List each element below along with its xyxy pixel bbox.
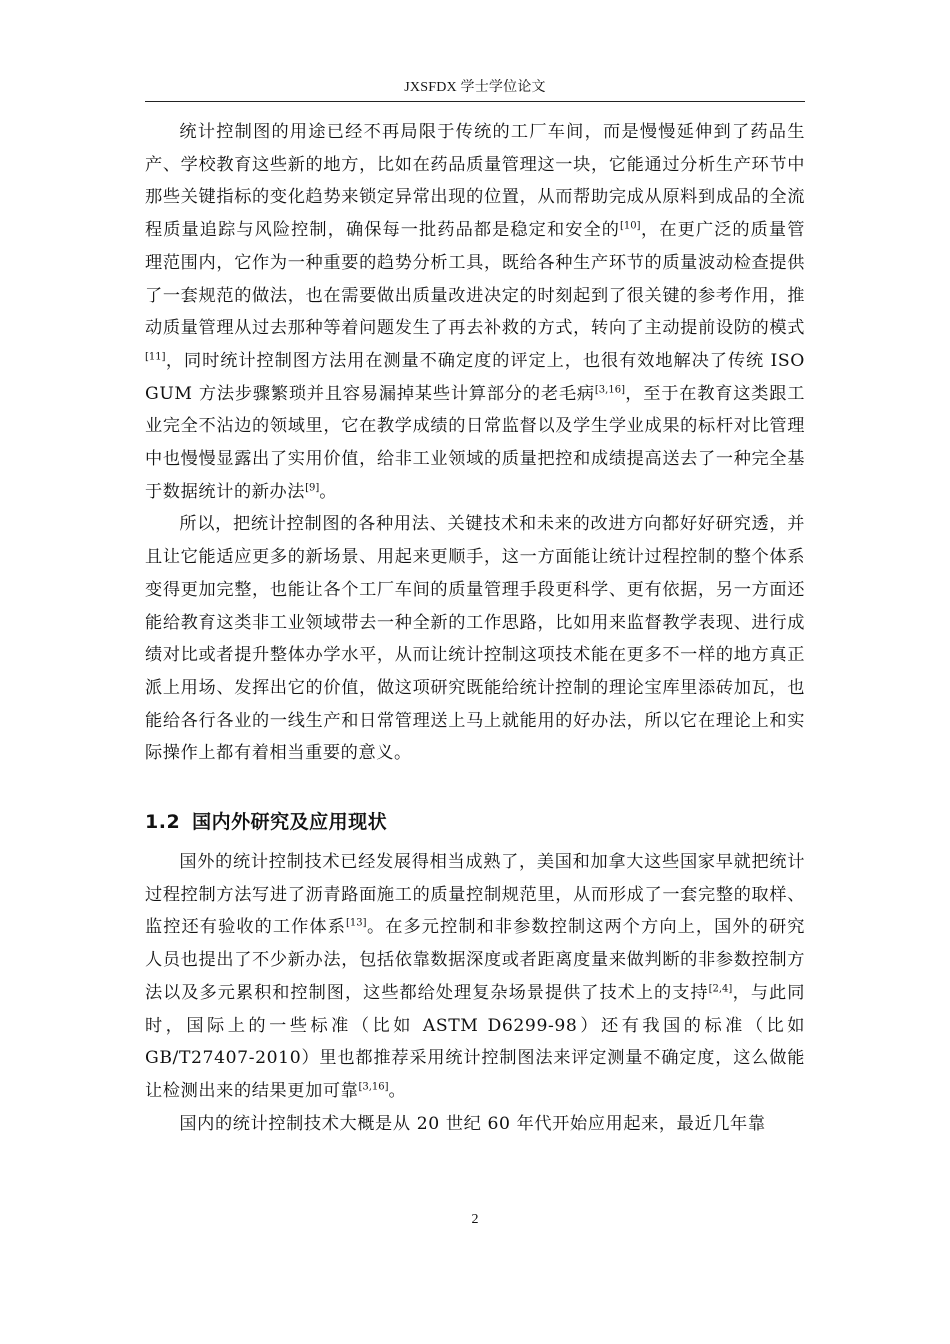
header-rule (145, 101, 805, 102)
citation-marker: [10] (620, 220, 641, 232)
body-paragraph (145, 846, 805, 1108)
paragraph-text: ，同时统计控制图方法用在测量不确定度的评定上，也很有效地解决了传统 ISO GUM 方法步骤繁琐并且容易漏掉某些计算部分的老毛病 (145, 350, 805, 404)
paragraph-text: ，至于在教育这类跟工业完全不沾边的领域里，它在教学成绩的日常监督以及学生学业成果的标杆对比管理中也慢慢显露出了实用价值，给非工业领域的质量把控和成绩提高送去了一种完全基于数据统计的新办法 (145, 383, 805, 502)
page-body (145, 116, 805, 1140)
paragraph-text: 统计控制图的用途已经不再局限于传统的工厂车间，而是慢慢延伸到了药品生产、学校教育这些新的地方，比如在药品质量管理这一块，它能通过分析生产环节中那些关键指标的变化趋势来锁定异常出现的位置，从而帮助完成从原料到成品的全流程质量追踪与风险控制，确保每一批药品都是稳定和安全的 (145, 122, 805, 241)
section-heading (145, 798, 805, 846)
citation-marker: [3,16] (594, 383, 625, 395)
paragraph-text: 国内的统计控制技术大概是从 20 世纪 60 年代开始应用起来，最近几年靠 (179, 1113, 766, 1134)
body-paragraph (145, 508, 805, 770)
running-header: JXSFDX 学士学位论文 (404, 80, 546, 95)
citation-marker: [13] (345, 917, 367, 929)
paragraph-text: 。 (319, 481, 338, 502)
paragraph-text: ，在更广泛的质量管理范围内，它作为一种重要的趋势分析工具，既给各种生产环节的质量波动检查提供了一套规范的做法，也在需要做出质量改进决定的时刻起到了很关键的参考作用，推动质量管理从过去那种等着问题发生了再去补救的方式，转向了主动提前设防的模式 (145, 220, 805, 339)
section-number: 1.2 (145, 811, 181, 834)
citation-marker: [3,16] (358, 1081, 389, 1093)
paragraph-text: ，与此同时，国际上的一些标准（比如 ASTM D6299-98）还有我国的标准（比如 GB/T27407-2010）里也都推荐采用统计控制图法来评定测量不确定度，这么做能让检测出来的结果更加可靠 (145, 982, 805, 1101)
citation-marker: [11] (145, 351, 166, 363)
page-number: 2 (471, 1212, 479, 1227)
citation-marker: [2,4] (708, 983, 733, 995)
paragraph-text: 。在多元控制和非参数控制这两个方向上，国外的研究人员也提出了不少新办法，包括依靠数据深度或者距离度量来做判断的非参数控制方法以及多元累积和控制图，这些都给处理复杂场景提供了技术上的支持 (145, 917, 805, 1003)
body-paragraph (145, 1108, 805, 1141)
citation-marker: [9] (305, 482, 320, 493)
paragraph-group-status (145, 846, 805, 1140)
paragraph-group-intro (145, 116, 805, 770)
paragraph-text: 。 (388, 1080, 407, 1101)
paragraph-text: 国外的统计控制技术已经发展得相当成熟了，美国和加拿大这些国家早就把统计过程控制方法写进了沥青路面施工的质量控制规范里，从而形成了一套完整的取样、监控还有验收的工作体系 (145, 852, 805, 938)
section-title: 国内外研究及应用现状 (192, 811, 388, 834)
body-paragraph (145, 116, 805, 508)
paragraph-text: 所以，把统计控制图的各种用法、关键技术和未来的改进方向都好好研究透，并且让它能适应更多的新场景、用起来更顺手，这一方面能让统计过程控制的整个体系变得更加完整，也能让各个工厂车间的质量管理手段更科学、更有依据，另一方面还能给教育这类非工业领域带去一种全新的工作思路，比如用来监督教学表现、进行成绩对比或者提升整体办学水平，从而让统计控制这项技术能在更多不一样的地方真正派上用场、发挥出它的价值，做这项研究既能给统计控制的理论宝库里添砖加瓦，也能给各行各业的一线生产和日常管理送上马上就能用的好办法，所以它在理论上和实际操作上都有着相当重要的意义。 (145, 514, 805, 764)
